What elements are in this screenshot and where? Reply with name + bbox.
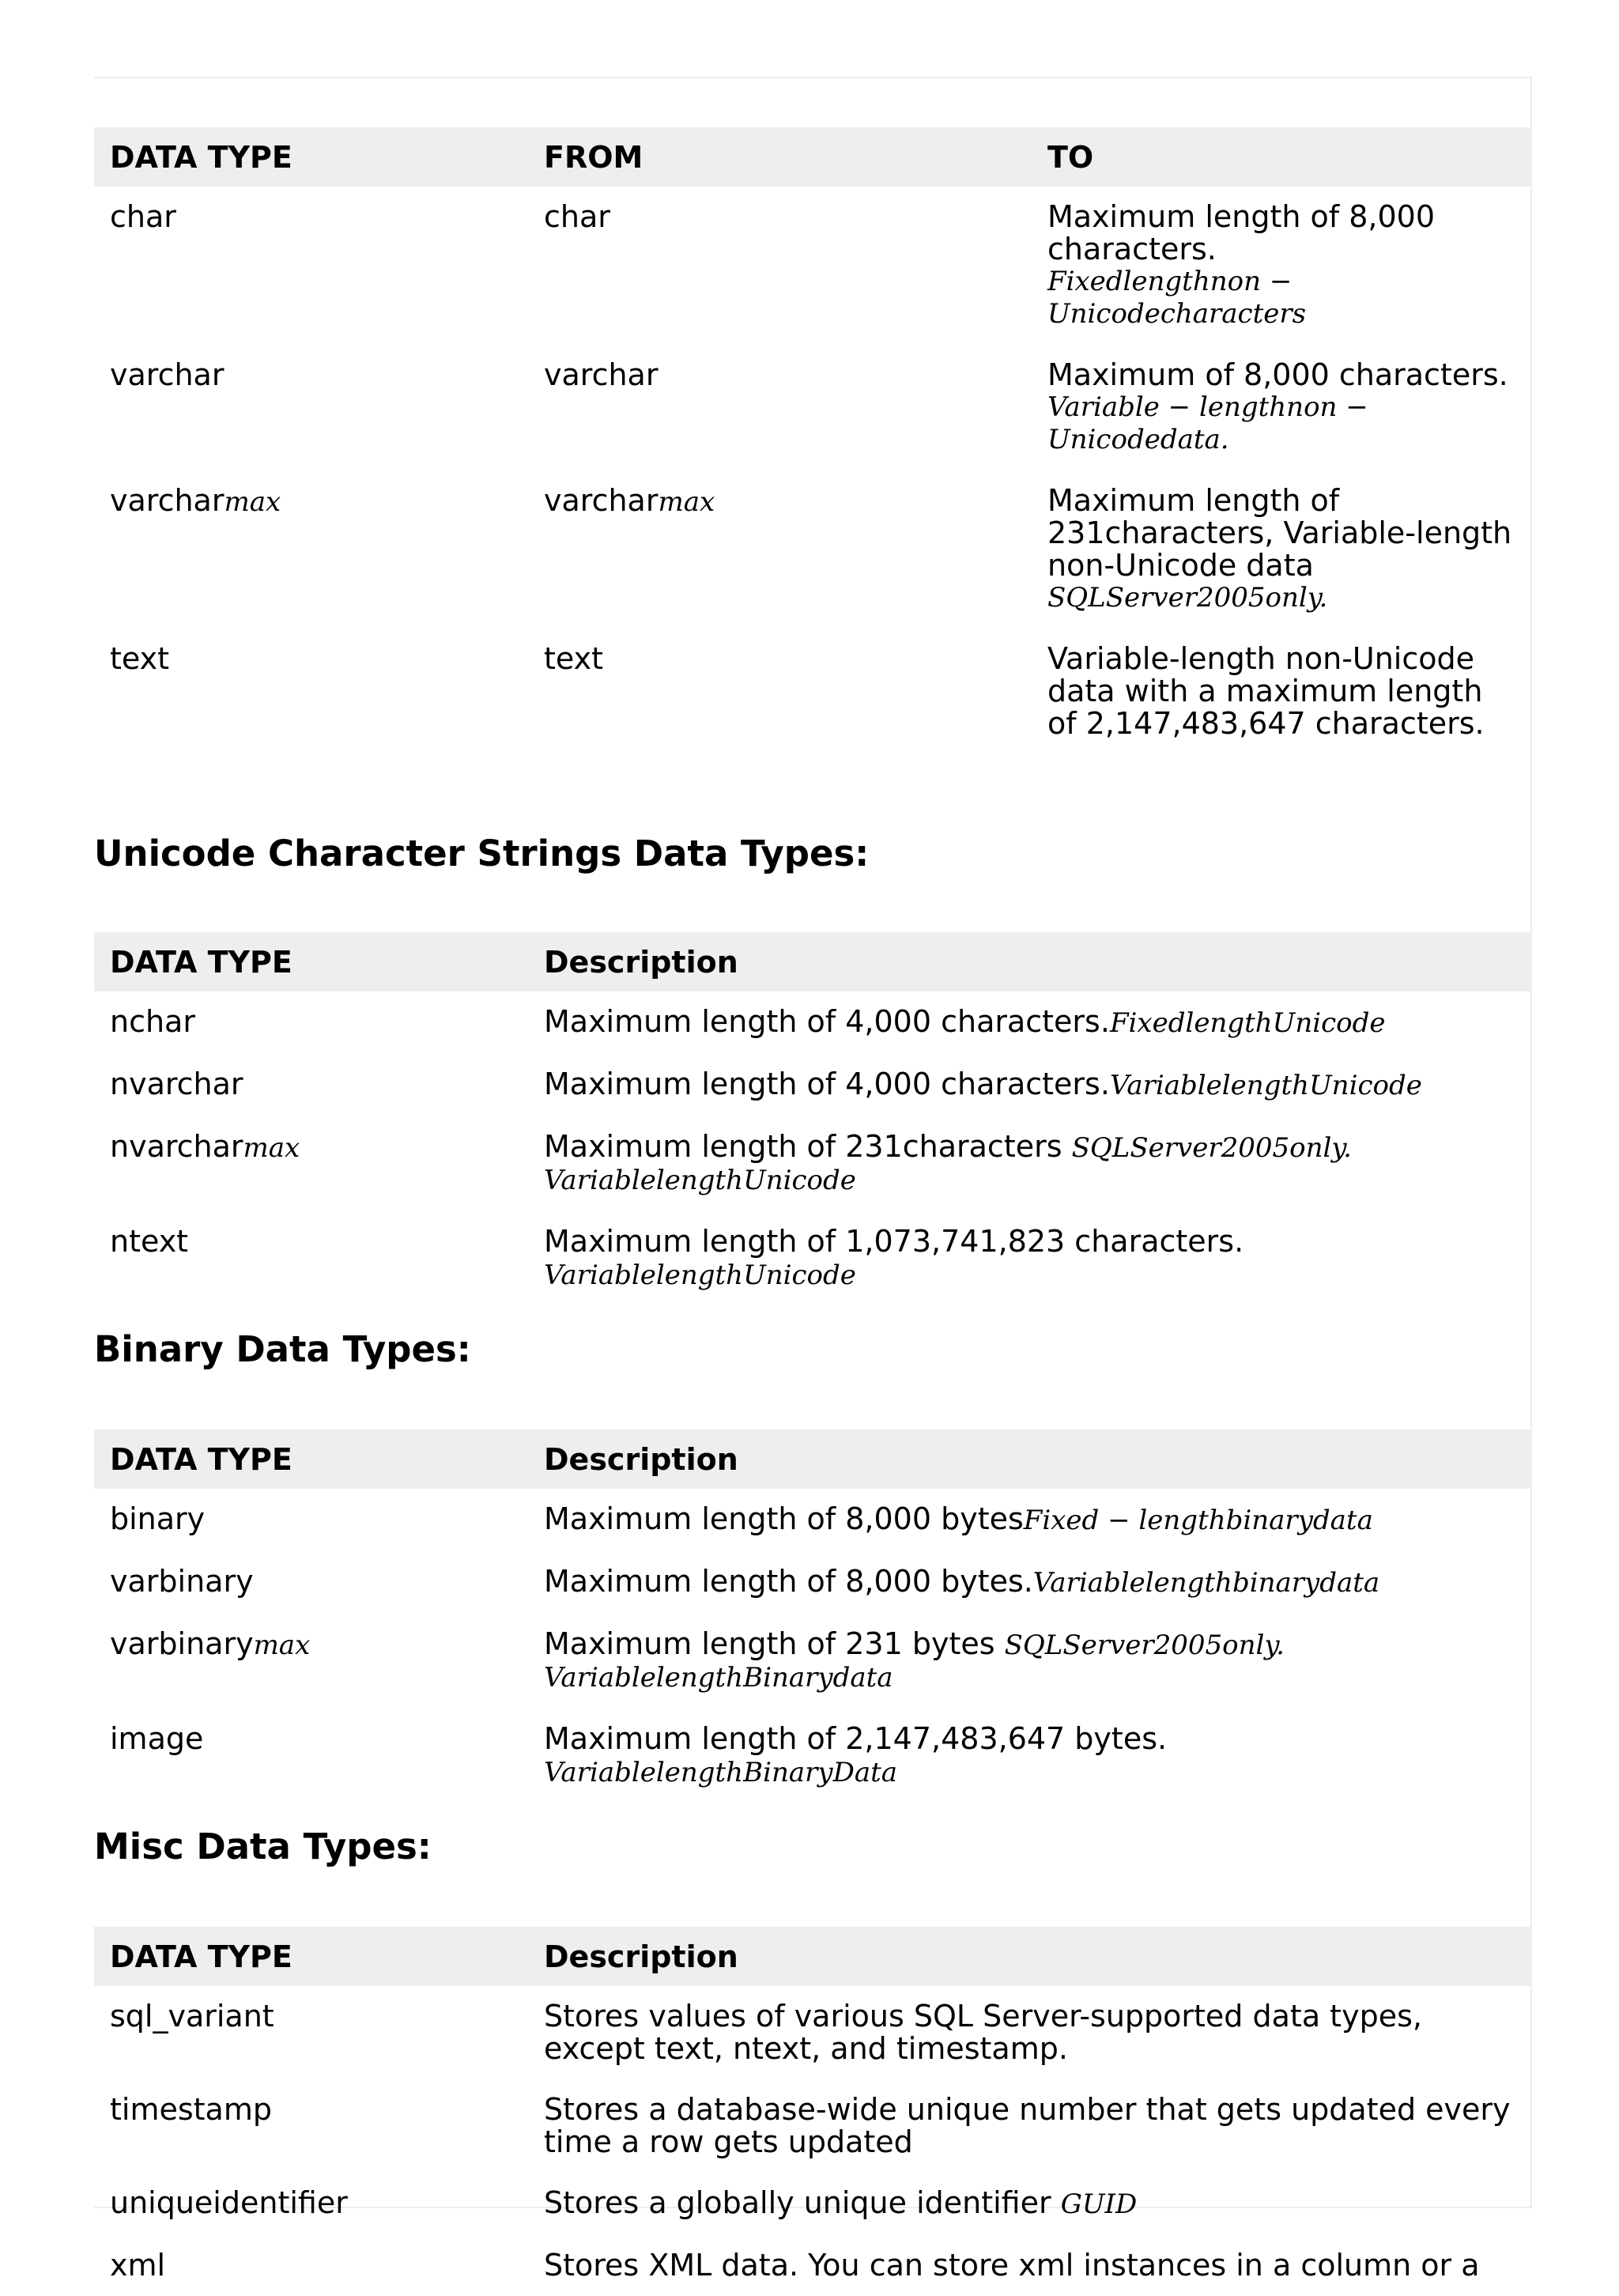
data-type-cell [94, 187, 528, 345]
description-text: Stores XML data. You can store xml instances in a column or a [544, 2248, 1480, 2283]
description-text: Maximum length of 231characters [544, 1129, 1072, 1164]
description-cell [528, 2173, 1530, 2235]
table-row [94, 1709, 1530, 1803]
table-row [94, 1054, 1530, 1116]
table-row [94, 345, 1530, 470]
table-row [94, 1211, 1530, 1306]
data-type-cell [94, 1614, 528, 1709]
data-type-qualifier: max [253, 1629, 311, 1661]
table-row [94, 187, 1530, 345]
header-data-type: DATA TYPE [94, 1927, 528, 1986]
description-cell [528, 1614, 1530, 1709]
data-type-cell [94, 1551, 528, 1614]
description-text: Maximum length of 231 bytes [544, 1626, 1005, 1661]
unicode-table [94, 932, 1530, 1306]
from-cell [528, 187, 1032, 345]
misc-table [94, 1927, 1530, 2296]
to-value: Maximum length of 8,000 characters. [1047, 199, 1436, 266]
description-text: Stores values of various SQL Server-supported data types, except text, ntext, and timestamp. [544, 1999, 1422, 2066]
description-note: FixedlengthUnicode [1109, 1007, 1386, 1039]
header-description: Description [528, 932, 1530, 991]
misc-heading: Misc Data Types: [94, 1826, 432, 1867]
data-type-cell [94, 1489, 528, 1551]
table-header-row [94, 127, 1530, 187]
data-type-name: varchar [110, 483, 225, 518]
description-cell [528, 1489, 1530, 1551]
description-note: SQLServer2005only. [1071, 1132, 1352, 1164]
data-type-cell [94, 1986, 528, 2079]
from-value: varchar [544, 357, 659, 392]
table-row [94, 470, 1530, 629]
description-cell [528, 1551, 1530, 1614]
description-cell [528, 991, 1530, 1054]
from-cell [528, 470, 1032, 629]
binary-section [94, 1429, 1530, 1803]
data-type-cell [94, 991, 528, 1054]
header-data-type: DATA TYPE [94, 127, 528, 187]
table-row [94, 991, 1530, 1054]
unicode-section [94, 932, 1530, 1306]
to-cell [1032, 470, 1530, 629]
table-row [94, 2173, 1530, 2235]
data-type-name: xml [110, 2248, 166, 2283]
description-cell [528, 1709, 1530, 1803]
data-type-name: varchar [110, 357, 225, 392]
data-type-name: varbinary [110, 1626, 254, 1661]
table-row [94, 1614, 1530, 1709]
table-header-row [94, 932, 1530, 991]
description-text: Maximum length of 4,000 characters. [544, 1004, 1110, 1039]
data-type-name: binary [110, 1501, 206, 1536]
from-value: varchar [544, 483, 659, 518]
data-type-cell [94, 1116, 528, 1211]
from-value: text [544, 641, 603, 676]
binary-heading: Binary Data Types: [94, 1328, 471, 1370]
data-type-name: sql_variant [110, 1999, 274, 2034]
data-type-name: nvarchar [110, 1067, 243, 1101]
description-text: Maximum length of 4,000 characters. [544, 1067, 1110, 1101]
char-strings-table [94, 127, 1530, 754]
description-text: Stores a globally unique identifier [544, 2185, 1061, 2220]
to-cell [1032, 629, 1530, 754]
data-type-cell [94, 470, 528, 629]
header-to: TO [1032, 127, 1530, 187]
description-cell [528, 1116, 1530, 1211]
data-type-cell [94, 2079, 528, 2173]
description-note: VariablelengthUnicode [1109, 1070, 1422, 1101]
page-frame [94, 77, 1532, 2283]
description-cell [528, 2235, 1530, 2296]
table-row [94, 1551, 1530, 1614]
description-text: Maximum length of 1,073,741,823 characters. [544, 1224, 1244, 1259]
description-cell [528, 1986, 1530, 2079]
to-cell [1032, 187, 1530, 345]
header-data-type: DATA TYPE [94, 1429, 528, 1489]
header-description: Description [528, 1429, 1530, 1489]
from-cell [528, 629, 1032, 754]
table-header-row [94, 1429, 1530, 1489]
to-note: SQLServer2005only. [1047, 582, 1328, 614]
data-type-name: timestamp [110, 2092, 272, 2127]
data-type-cell [94, 1709, 528, 1803]
data-type-cell [94, 629, 528, 754]
data-type-name: text [110, 641, 169, 676]
description-note: Variablelengthbinarydata [1032, 1567, 1380, 1599]
description-text: Maximum length of 8,000 bytes [544, 1501, 1024, 1536]
to-cell [1032, 345, 1530, 470]
header-description: Description [528, 1927, 1530, 1986]
description-cell [528, 1211, 1530, 1306]
data-type-cell [94, 1054, 528, 1116]
to-value: Maximum length of 231characters, Variable-length non-Unicode data [1047, 483, 1512, 583]
data-type-cell [94, 345, 528, 470]
description-text: Stores a database-wide unique number that gets updated every time a row gets updated [544, 2092, 1511, 2159]
table-row [94, 1986, 1530, 2079]
from-cell [528, 345, 1032, 470]
table-row [94, 2235, 1530, 2296]
to-note: Variable − lengthnon − Unicodedata. [1047, 391, 1368, 455]
table-row [94, 1116, 1530, 1211]
description-cell [528, 1054, 1530, 1116]
description-note: Fixed − lengthbinarydata [1023, 1505, 1373, 1536]
data-type-cell [94, 2173, 528, 2235]
table-row [94, 2079, 1530, 2173]
description-note: VariablelengthBinaryData [544, 1757, 898, 1788]
to-note: Fixedlengthnon − Unicodecharacters [1047, 266, 1307, 330]
data-type-name: ntext [110, 1224, 189, 1259]
data-type-name: nchar [110, 1004, 195, 1039]
data-type-cell [94, 2235, 528, 2296]
description-note-line: VariablelengthBinarydata [544, 1662, 893, 1694]
description-note: GUID [1060, 2188, 1138, 2220]
unicode-heading: Unicode Character Strings Data Types: [94, 833, 870, 874]
data-type-name: varbinary [110, 1564, 254, 1599]
description-text: Maximum length of 8,000 bytes. [544, 1564, 1033, 1599]
description-note: VariablelengthUnicode [544, 1259, 856, 1291]
data-type-name: char [110, 199, 176, 234]
table-row [94, 629, 1530, 754]
binary-table [94, 1429, 1530, 1803]
from-qualifier: max [658, 486, 715, 518]
description-cell [528, 2079, 1530, 2173]
data-type-name: image [110, 1721, 204, 1756]
to-value: Variable-length non-Unicode data with a maximum length of 2,147,483,647 characters. [1047, 641, 1485, 741]
data-type-qualifier: max [243, 1132, 300, 1164]
table-row [94, 1489, 1530, 1551]
data-type-name: nvarchar [110, 1129, 243, 1164]
header-data-type: DATA TYPE [94, 932, 528, 991]
header-from: FROM [528, 127, 1032, 187]
data-type-cell [94, 1211, 528, 1306]
from-value: char [544, 199, 610, 234]
char-strings-section [94, 127, 1530, 754]
table-header-row [94, 1927, 1530, 1986]
data-type-qualifier: max [224, 486, 281, 518]
data-type-name: uniqueidentifier [110, 2185, 348, 2220]
description-note: SQLServer2005only. [1004, 1629, 1285, 1661]
misc-section [94, 1927, 1530, 2296]
description-note-line: VariablelengthUnicode [544, 1165, 856, 1196]
description-text: Maximum length of 2,147,483,647 bytes. [544, 1721, 1168, 1756]
to-value: Maximum of 8,000 characters. [1047, 357, 1508, 392]
